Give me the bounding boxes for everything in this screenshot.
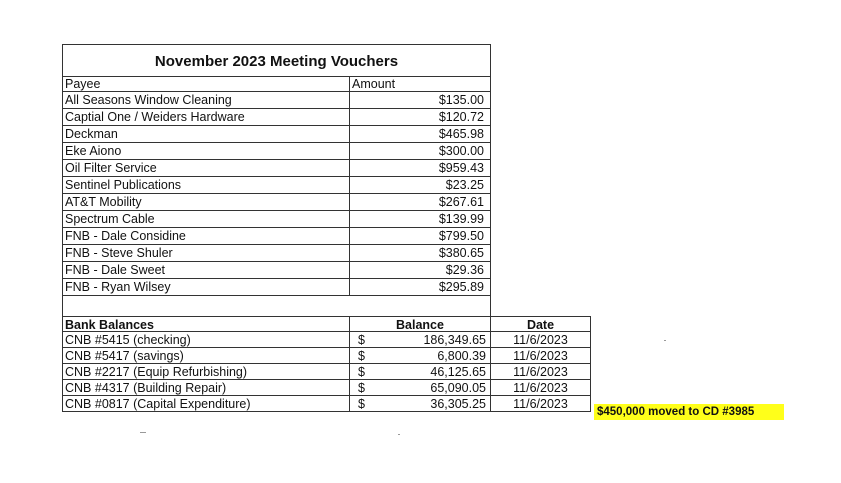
date-cell: 11/6/2023 (491, 348, 591, 364)
amount-cell: $120.72 (350, 109, 491, 126)
date-cell: 11/6/2023 (491, 332, 591, 348)
balance-cell: 186,349.65 (350, 332, 491, 348)
date-cell: 11/6/2023 (491, 364, 591, 380)
amount-cell: $23.25 (350, 177, 491, 194)
payee-cell: AT&T Mobility (62, 194, 350, 211)
amount-cell: $267.61 (350, 194, 491, 211)
currency-symbol: $ (358, 397, 365, 411)
account-column-header: Bank Balances (62, 316, 350, 332)
account-cell: CNB #0817 (Capital Expenditure) (62, 396, 350, 412)
scan-speck (140, 432, 146, 433)
amount-cell: $465.98 (350, 126, 491, 143)
payee-cell: FNB - Ryan Wilsey (62, 279, 350, 296)
account-cell: CNB #5415 (checking) (62, 332, 350, 348)
amount-cell: $799.50 (350, 228, 491, 245)
scan-speck (664, 340, 666, 341)
account-cell: CNB #5417 (savings) (62, 348, 350, 364)
amount-column-header: Amount (350, 77, 491, 92)
page-title: November 2023 Meeting Vouchers (62, 44, 491, 77)
highlighted-note: $450,000 moved to CD #3985 (594, 404, 784, 420)
amount-cell: $29.36 (350, 262, 491, 279)
table-spacer (62, 296, 491, 316)
payee-cell: Spectrum Cable (62, 211, 350, 228)
payee-column-header: Payee (62, 77, 350, 92)
balance-cell: 6,800.39 (350, 348, 491, 364)
payee-cell: Deckman (62, 126, 350, 143)
balance-cell: 65,090.05 (350, 380, 491, 396)
payee-cell: Eke Aiono (62, 143, 350, 160)
payee-cell: FNB - Steve Shuler (62, 245, 350, 262)
account-cell: CNB #2217 (Equip Refurbishing) (62, 364, 350, 380)
balance-cell: 46,125.65 (350, 364, 491, 380)
amount-cell: $139.99 (350, 211, 491, 228)
amount-cell: $295.89 (350, 279, 491, 296)
date-column-header: Date (491, 316, 591, 332)
currency-symbol: $ (358, 365, 365, 379)
amount-cell: $300.00 (350, 143, 491, 160)
payee-cell: FNB - Dale Sweet (62, 262, 350, 279)
amount-cell: $959.43 (350, 160, 491, 177)
currency-symbol: $ (358, 381, 365, 395)
scan-speck (398, 434, 400, 435)
amount-cell: $380.65 (350, 245, 491, 262)
balance-column-header: Balance (350, 316, 491, 332)
payee-cell: FNB - Dale Considine (62, 228, 350, 245)
account-cell: CNB #4317 (Building Repair) (62, 380, 350, 396)
date-cell: 11/6/2023 (491, 396, 591, 412)
payee-cell: Oil Filter Service (62, 160, 350, 177)
balance-cell: 36,305.25 (350, 396, 491, 412)
currency-symbol: $ (358, 333, 365, 347)
currency-symbol: $ (358, 349, 365, 363)
payee-cell: All Seasons Window Cleaning (62, 92, 350, 109)
amount-cell: $135.00 (350, 92, 491, 109)
payee-cell: Captial One / Weiders Hardware (62, 109, 350, 126)
payee-cell: Sentinel Publications (62, 177, 350, 194)
date-cell: 11/6/2023 (491, 380, 591, 396)
